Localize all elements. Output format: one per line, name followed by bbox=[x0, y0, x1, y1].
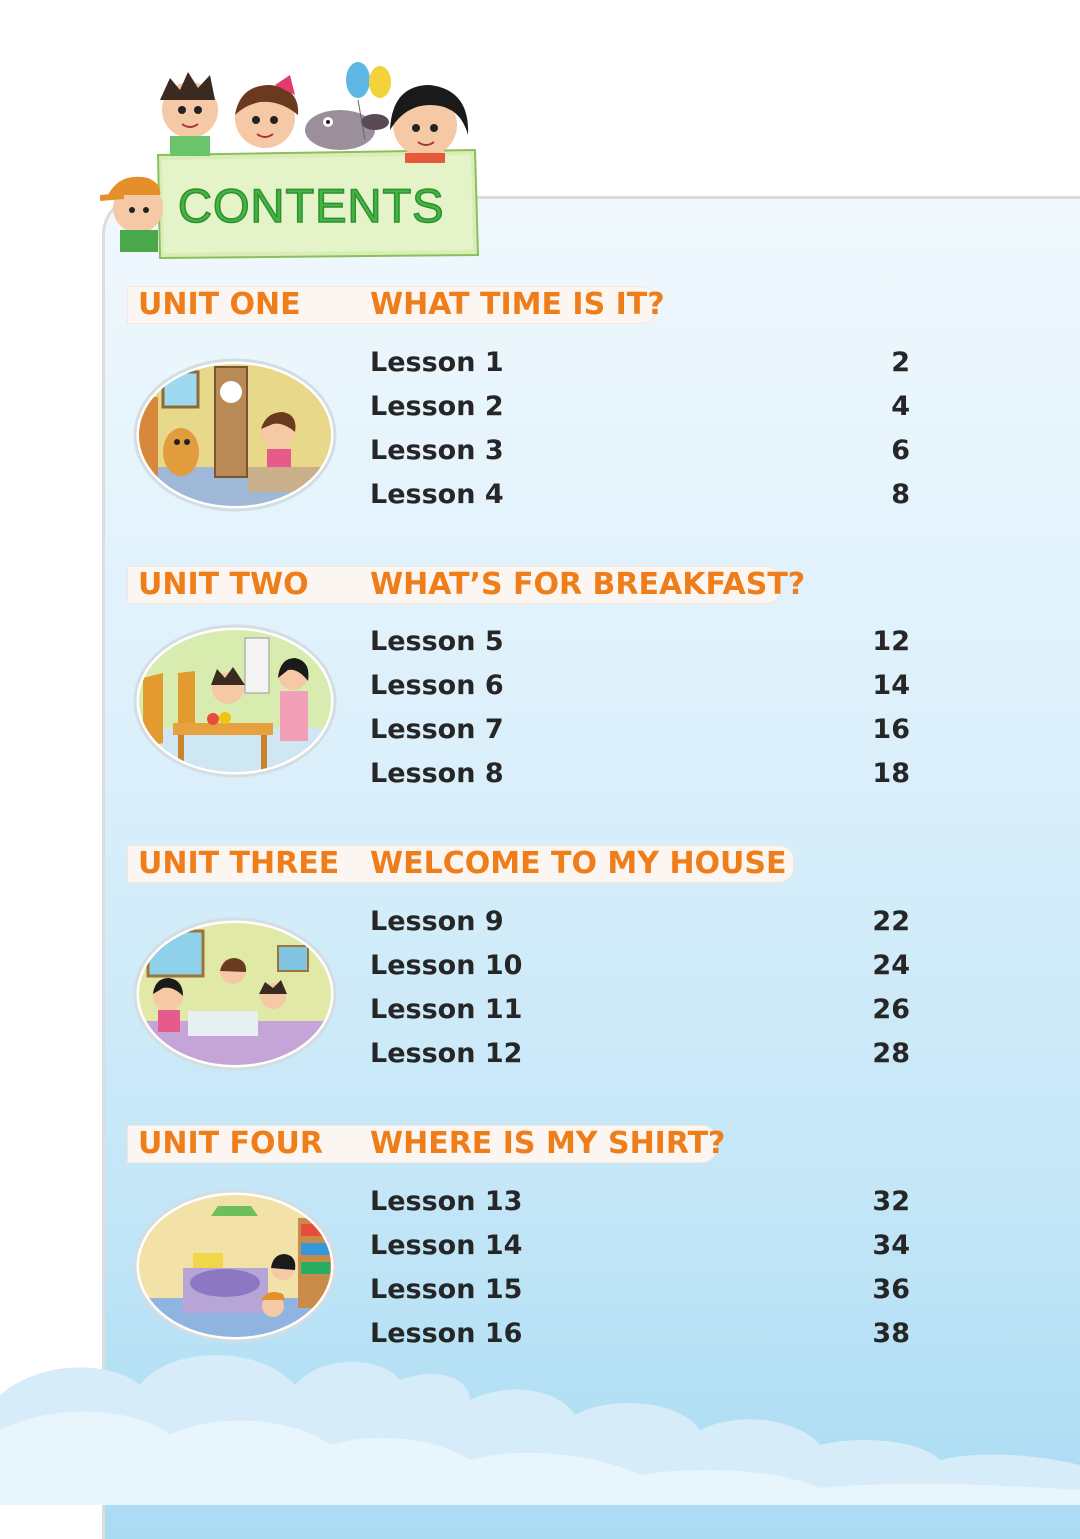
unit-number: UNIT TWO bbox=[138, 567, 309, 602]
lesson-page: 12 bbox=[872, 626, 910, 657]
lesson-row[interactable] bbox=[370, 1314, 910, 1358]
lesson-name: Lesson 10 bbox=[370, 950, 523, 981]
lesson-page: 22 bbox=[872, 906, 910, 937]
living-room-illustration bbox=[133, 916, 337, 1071]
lesson-name: Lesson 14 bbox=[370, 1230, 523, 1261]
lesson-name: Lesson 13 bbox=[370, 1186, 523, 1217]
breakfast-kitchen-illustration bbox=[133, 623, 337, 778]
lesson-page: 4 bbox=[891, 391, 910, 422]
lesson-page: 14 bbox=[872, 670, 910, 701]
lesson-name: Lesson 9 bbox=[370, 906, 504, 937]
lesson-page: 24 bbox=[872, 950, 910, 981]
lesson-row[interactable] bbox=[370, 1270, 910, 1314]
unit-title: WHAT’S FOR BREAKFAST? bbox=[370, 567, 806, 602]
lesson-page: 36 bbox=[872, 1274, 910, 1305]
lesson-row[interactable] bbox=[370, 990, 910, 1034]
lesson-page: 26 bbox=[872, 994, 910, 1025]
boy-with-cap-icon bbox=[100, 177, 163, 252]
lesson-row[interactable] bbox=[370, 666, 910, 710]
lesson-row[interactable] bbox=[370, 431, 910, 475]
unit-title: WHERE IS MY SHIRT? bbox=[370, 1126, 726, 1161]
clouds-decoration bbox=[0, 1340, 1080, 1505]
lesson-name: Lesson 16 bbox=[370, 1318, 523, 1349]
lesson-row[interactable] bbox=[370, 343, 910, 387]
lesson-row[interactable] bbox=[370, 387, 910, 431]
unit-number: UNIT ONE bbox=[138, 287, 301, 322]
unit-number: UNIT FOUR bbox=[138, 1126, 323, 1161]
lesson-page: 34 bbox=[872, 1230, 910, 1261]
lesson-name: Lesson 12 bbox=[370, 1038, 523, 1069]
lesson-row[interactable] bbox=[370, 1182, 910, 1226]
clock-room-illustration bbox=[133, 357, 337, 512]
bedroom-illustration bbox=[133, 1188, 337, 1343]
lesson-row[interactable] bbox=[370, 475, 910, 519]
lesson-row[interactable] bbox=[370, 946, 910, 990]
lesson-row[interactable] bbox=[370, 1226, 910, 1270]
lesson-name: Lesson 1 bbox=[370, 347, 504, 378]
lesson-row[interactable] bbox=[370, 754, 910, 798]
lesson-page: 32 bbox=[872, 1186, 910, 1217]
lesson-name: Lesson 15 bbox=[370, 1274, 523, 1305]
boy-face-icon bbox=[160, 72, 218, 156]
dog-face-icon bbox=[305, 110, 389, 150]
lesson-page: 8 bbox=[891, 479, 910, 510]
lesson-name: Lesson 2 bbox=[370, 391, 504, 422]
lesson-row[interactable] bbox=[370, 710, 910, 754]
lesson-page: 2 bbox=[891, 347, 910, 378]
lesson-page: 16 bbox=[872, 714, 910, 745]
lesson-name: Lesson 11 bbox=[370, 994, 523, 1025]
lesson-row[interactable] bbox=[370, 622, 910, 666]
lesson-name: Lesson 4 bbox=[370, 479, 504, 510]
girl-face-icon bbox=[235, 75, 298, 148]
lesson-page: 6 bbox=[891, 435, 910, 466]
lesson-name: Lesson 7 bbox=[370, 714, 504, 745]
lesson-page: 28 bbox=[872, 1038, 910, 1069]
lesson-row[interactable] bbox=[370, 1034, 910, 1078]
lesson-name: Lesson 8 bbox=[370, 758, 504, 789]
unit-title: WHAT TIME IS IT? bbox=[370, 287, 665, 322]
lesson-name: Lesson 3 bbox=[370, 435, 504, 466]
lesson-page: 18 bbox=[872, 758, 910, 789]
lesson-name: Lesson 6 bbox=[370, 670, 504, 701]
lesson-row[interactable] bbox=[370, 902, 910, 946]
lesson-name: Lesson 5 bbox=[370, 626, 504, 657]
unit-title: WELCOME TO MY HOUSE bbox=[370, 846, 787, 881]
lesson-page: 38 bbox=[872, 1318, 910, 1349]
contents-heading: CONTENTS bbox=[178, 179, 445, 232]
unit-number: UNIT THREE bbox=[138, 846, 340, 881]
